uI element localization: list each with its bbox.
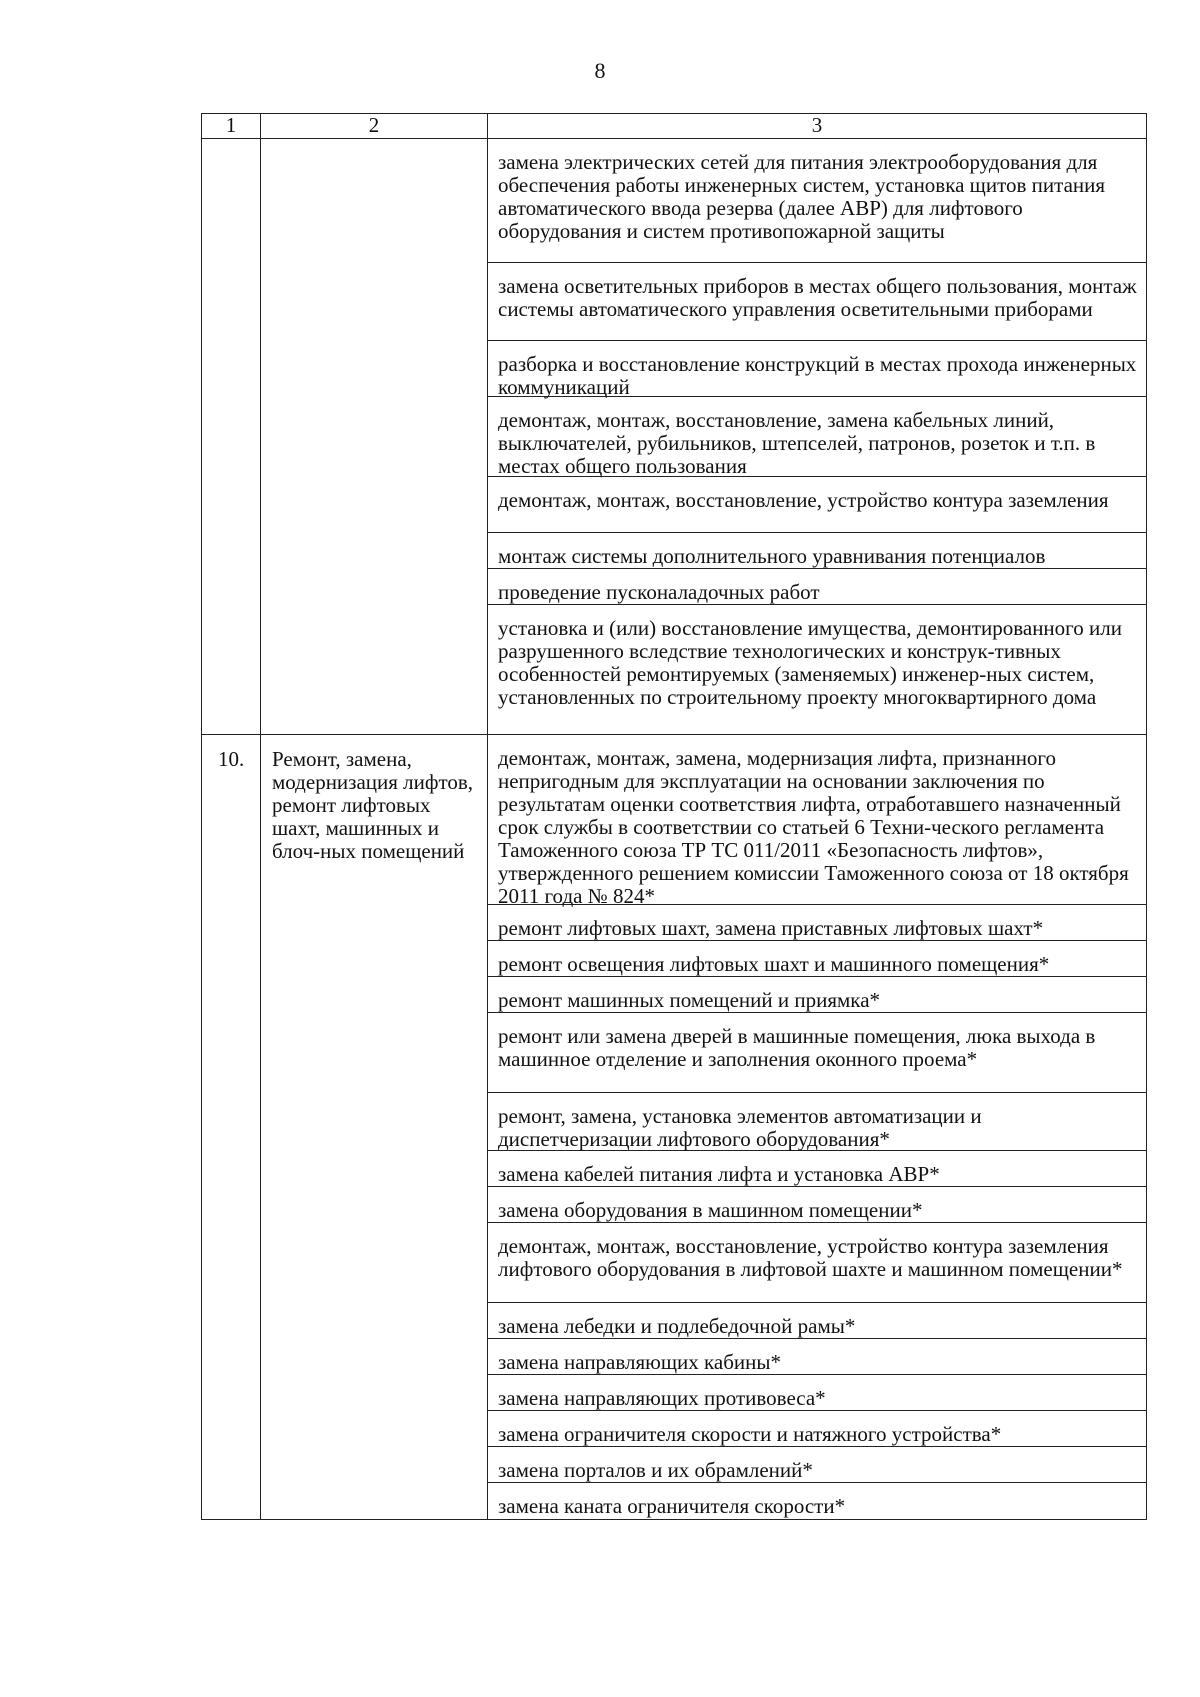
work-item: демонтаж, монтаж, восстановление, устройство контура заземления [488,477,1146,533]
work-item: замена кабелей питания лифта и установка АВР* [488,1151,1146,1187]
work-item: монтаж системы дополнительного уравнивания потенциалов [488,533,1146,569]
section-name: Ремонт, замена, модернизация лифтов, ремонт лифтовых шахт, машинных и блоч-ных помещений [261,735,488,1520]
work-item: разборка и восстановление конструкций в местах прохода инженерных коммуникаций [488,341,1146,397]
work-item: замена каната ограничителя скорости* [498,1494,846,1518]
section-number: 10. [202,735,261,1520]
work-item: демонтаж, монтаж, восстановление, замена кабельных линий, выключателей, рубильников, штепселей, патронов, розеток и т.п. в местах общего пользования [488,397,1146,477]
work-item: замена осветительных приборов в местах общего пользования, монтаж системы автоматического управления осветительными приборами [488,263,1146,341]
work-item: замена ограничителя скорости и натяжного устройства* [488,1411,1146,1447]
page-number: 8 [594,58,606,83]
table-row-continued [202,139,1147,735]
work-item: ремонт машинных помещений и приямка* [488,977,1146,1013]
work-item: ремонт освещения лифтовых шахт и машинного помещения* [488,941,1146,977]
work-item: замена направляющих противовеса* [488,1375,1146,1411]
work-item: ремонт лифтовых шахт, замена приставных лифтовых шахт* [488,905,1146,941]
work-item: замена электрических сетей для питания электрооборудования для обеспечения работы инженерных систем, установка щитов питания автоматического ввода резерва (далее АВР) для лифтового оборудования и систем противопожарной защиты [488,139,1146,263]
work-item: замена оборудования в машинном помещении* [488,1187,1146,1223]
work-item: замена направляющих кабины* [488,1339,1146,1375]
work-item: замена порталов и их обрамлений* [488,1447,1146,1483]
header-col-1: 1 [202,114,261,139]
work-item: проведение пусконаладочных работ [488,569,1146,605]
work-item: ремонт или замена дверей в машинные помещения, люка выхода в машинное отделение и заполнения оконного проема* [488,1013,1146,1093]
work-item: демонтаж, монтаж, восстановление, устройство контура заземления лифтового оборудования в лифтовой шахте и машинном помещении* [488,1223,1146,1303]
work-item: ремонт, замена, установка элементов автоматизации и диспетчеризации лифтового оборудования* [488,1093,1146,1151]
header-col-2: 2 [261,114,488,139]
work-item: демонтаж, монтаж, замена, модернизация лифта, признанного непригодным для эксплуатации на основании заключения по результатам оценки соответствия лифта, отработавшего назначенный срок службы в соответствии со статьей 6 Техни-ческого регламента Таможенного союза ТР ТС 011/2011 «Безопасность лифтов», утвержденного решением комиссии Таможенного союза от 18 октября 2011 года № 824* [488,735,1146,905]
table-row-section-10 [202,735,1147,1520]
cell-number-empty [202,139,261,735]
table-header-row [202,114,1147,139]
cell-items-section-10 [488,735,1147,1520]
cell-items-continued [488,139,1147,735]
header-col-3: 3 [488,114,1147,139]
work-item: установка и (или) восстановление имущества, демонтированного или разрушенного вследствие технологических и конструк-тивных особенностей ремонтируемых (заменяемых) инженер-ных систем, установленных по строительному проекту многоквартирного дома [498,616,1122,709]
cell-name-empty [261,139,488,735]
works-table [201,113,1147,1520]
work-item: замена лебедки и подлебедочной рамы* [488,1303,1146,1339]
